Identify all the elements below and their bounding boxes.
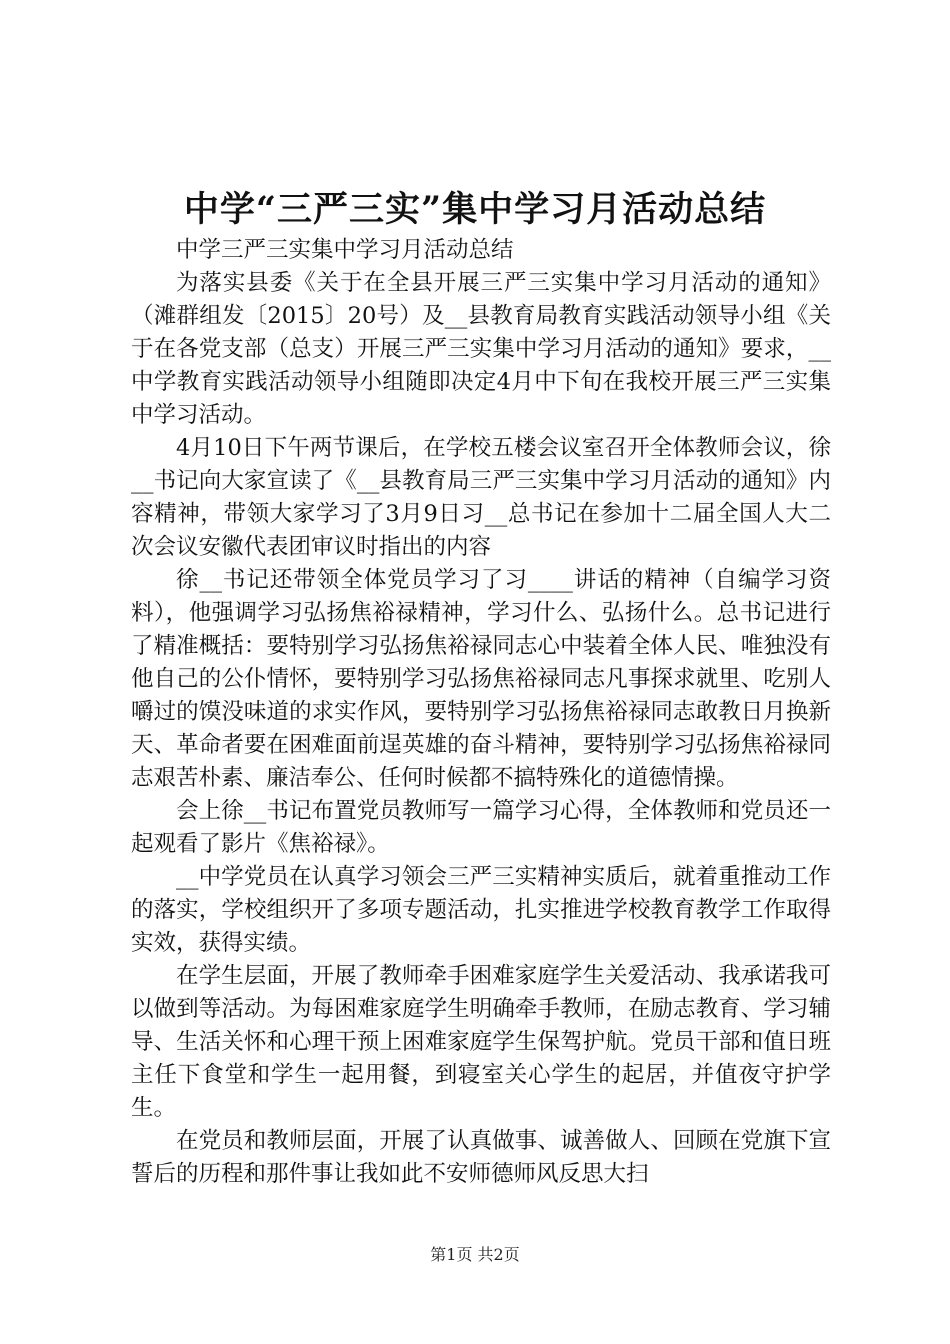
paragraph: 4月10日下午两节课后，在学校五楼会议室召开全体教师会议，徐__书记向大家宣读了《__县教育局三严三实集中学习月活动的通知》内容精神，带领大家学习了3月9日习__总书记在参加十二届全国人大二次会议安徽代表团审议时指出的内容 [131,435,831,560]
document-title: 中学“三严三实”集中学习月活动总结 [183,189,767,230]
paragraph: 为落实县委《关于在全县开展三严三实集中学习月活动的通知》（滩群组发〔2015〕20号）及__县教育局教育实践活动领导小组《关于在各党支部（总支）开展三严三实集中学习月活动的通知》要求，__中学教育实践活动领导小组随即决定4月中下旬在我校开展三严三实集中学习活动。 [131,270,831,428]
paragraph: 在学生层面，开展了教师牵手困难家庭学生关爱活动、我承诺我可以做到等活动。为每困难家庭学生明确牵手教师，在励志教育、学习辅导、生活关怀和心理干预上困难家庭学生保驾护航。党员干部和值日班主任下食堂和学生一起用餐，到寝室关心学生的起居，并值夜守护学生。 [131,963,831,1121]
paragraph: 会上徐__书记布置党员教师写一篇学习心得，全体教师和党员还一起观看了影片《焦裕禄》。 [131,798,831,857]
paragraph: 徐__书记还带领全体党员学习了习____讲话的精神（自编学习资料），他强调学习弘扬焦裕禄精神，学习什么、弘扬什么。总书记进行了精准概括：要特别学习弘扬焦裕禄同志心中装着全体人民、唯独没有他自己的公仆情怀，要特别学习弘扬焦裕禄同志凡事探求就里、吃别人嚼过的馍没味道的求实作风，要特别学习弘扬焦裕禄同志敢教日月换新天、革命者要在困难面前逞英雄的奋斗精神，要特别学习弘扬焦裕禄同志艰苦朴素、廉洁奉公、任何时候都不搞特殊化的道德情操。 [131,567,831,791]
page-number-footer: 第1页 共2页 [430,1245,520,1264]
paragraph: 在党员和教师层面，开展了认真做事、诚善做人、回顾在党旗下宣誓后的历程和那件事让我如此不安师德师风反思大扫 [131,1128,831,1187]
paragraph-subtitle: 中学三严三实集中学习月活动总结 [176,237,514,263]
document-body [131,234,831,1191]
paragraph: __中学党员在认真学习领会三严三实精神实质后，就着重推动工作的落实，学校组织开了多项专题活动，扎实推进学校教育教学工作取得实效，获得实绩。 [131,864,831,956]
